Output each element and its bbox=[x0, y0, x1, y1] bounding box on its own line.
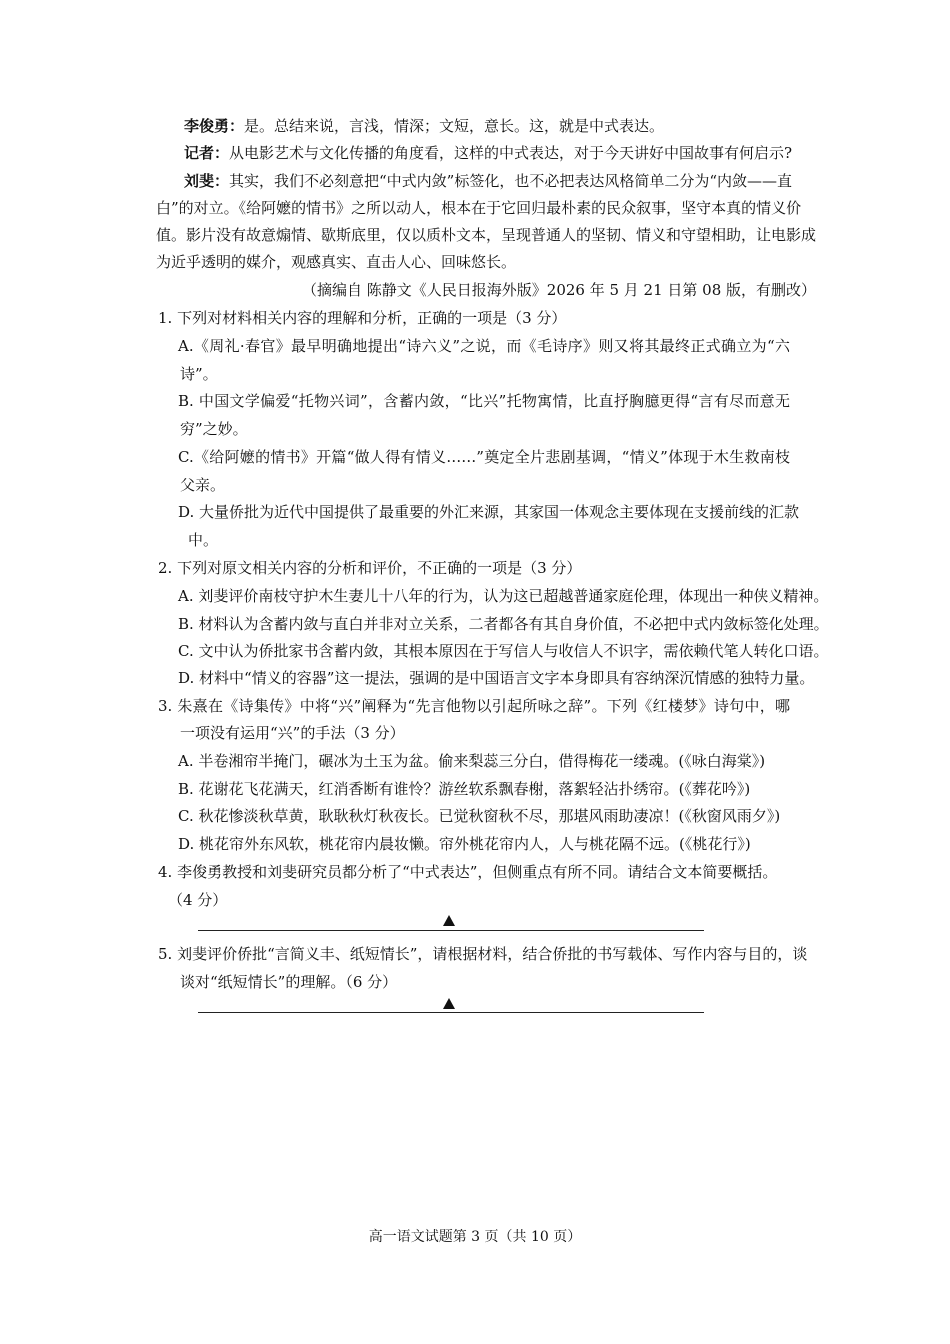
question-1-option-a-cont: 诗”。 bbox=[180, 365, 218, 383]
question-3-option-b: B. 花谢花飞花满天，红消香断有谁怜？游丝软系飘春榭，落絮轻沾扑绣帘。(《葬花吟》) bbox=[178, 780, 751, 798]
question-5-stem-cont: 谈对“纸短情长”的理解。（6 分） bbox=[180, 973, 398, 991]
page-footer: 高一语文试题第 3 页（共 10 页） bbox=[368, 1229, 582, 1245]
question-3-option-d: D. 桃花帘外东风软，桃花帘内晨妆懒。帘外桃花帘内人，人与桃花隔不远。(《桃花行》) bbox=[178, 835, 751, 853]
question-1-option-d-cont: 中。 bbox=[188, 531, 219, 549]
question-1-option-d: D. 大量侨批为近代中国提供了最重要的外汇来源，其家国一体观念主要体现在支援前线的汇款 bbox=[178, 503, 800, 521]
dialogue-text: 其实，我们不必刻意把“中式内敛”标签化，也不必把表达风格简单二分为“内敛——直 bbox=[229, 172, 793, 190]
question-2-option-c: C. 文中认为侨批家书含蓄内敛，其根本原因在于写信人与收信人不识字，需依赖代笔人转化口语。 bbox=[178, 642, 829, 660]
dialogue-paragraph-3 bbox=[184, 171, 793, 191]
dialogue-text: 值。影片没有故意煽情、歇斯底里，仅以质朴文本，呈现普通人的坚韧、情义和守望相助，让电影成 bbox=[156, 226, 817, 244]
question-2-option-b: B. 材料认为含蓄内敛与直白并非对立关系，二者都各有其自身价值，不必把中式内敛标签化处理。 bbox=[178, 615, 829, 633]
speaker-name: 记者： bbox=[184, 144, 230, 162]
question-3-option-a: A. 半卷湘帘半掩门，碾冰为土玉为盆。偷来梨蕊三分白，借得梅花一缕魂。(《咏白海棠》) bbox=[178, 752, 766, 770]
speaker-name: 李俊勇： bbox=[184, 117, 245, 135]
dialogue-text: 是。总结来说，言浅，情深；文短，意长。这，就是中式表达。 bbox=[244, 117, 665, 135]
question-3-stem-cont: 一项没有运用“兴”的手法（3 分） bbox=[180, 724, 405, 742]
answer-triangle-icon bbox=[443, 998, 455, 1009]
question-1-option-a: A.《周礼·春官》最早明确地提出“诗六义”之说，而《毛诗序》则又将其最终正式确立为“六 bbox=[178, 337, 790, 355]
question-1-option-c: C.《给阿嬷的情书》开篇“做人得有情义……”奠定全片悲剧基调，“情义”体现于木生救南枝 bbox=[178, 448, 790, 466]
question-2-option-a: A. 刘斐评价南枝守护木生妻儿十八年的行为，认为这已超越普通家庭伦理，体现出一种侠义精神。 bbox=[178, 587, 829, 605]
dialogue-text: 从电影艺术与文化传播的角度看，这样的中式表达，对于今天讲好中国故事有何启示? bbox=[229, 144, 793, 162]
dialogue-paragraph-2 bbox=[184, 143, 792, 163]
question-3-stem: 3. 朱熹在《诗集传》中将“兴”阐释为“先言他物以引起所咏之辞”。下列《红楼梦》诗句中，哪 bbox=[158, 697, 790, 715]
question-4-stem-cont: （4 分） bbox=[168, 891, 228, 909]
speaker-name: 刘斐： bbox=[184, 172, 230, 190]
dialogue-paragraph-1 bbox=[184, 116, 664, 136]
dialogue-text: 白”的对立。《给阿嬷的情书》之所以动人，根本在于它回归最朴素的民众叙事，坚守本真的情义价 bbox=[156, 199, 802, 217]
question-1-stem: 1. 下列对材料相关内容的理解和分析，正确的一项是（3 分） bbox=[158, 309, 567, 327]
question-1-option-b: B. 中国文学偏爱“托物兴词”，含蓄内敛，“比兴”托物寓情，比直抒胸臆更得“言有尽而意无 bbox=[178, 392, 790, 410]
question-4-stem: 4. 李俊勇教授和刘斐研究员都分析了“中式表达”，但侧重点有所不同。请结合文本简要概括。 bbox=[158, 863, 778, 881]
question-5-answer-line[interactable] bbox=[198, 1012, 704, 1013]
question-3-option-c: C. 秋花惨淡秋草黄，耿耿秋灯秋夜长。已觉秋窗秋不尽，那堪风雨助凄凉！(《秋窗风雨夕》) bbox=[178, 807, 781, 825]
dialogue-text: 为近乎透明的媒介，观感真实、直击人心、回味悠长。 bbox=[156, 253, 517, 271]
question-1-option-b-cont: 穷”之妙。 bbox=[180, 420, 248, 438]
answer-triangle-icon bbox=[443, 915, 455, 926]
question-1-option-c-cont: 父亲。 bbox=[180, 476, 226, 494]
question-4-answer-line[interactable] bbox=[198, 930, 704, 931]
question-2-stem: 2. 下列对原文相关内容的分析和评价，不正确的一项是（3 分） bbox=[158, 559, 582, 577]
question-5-stem: 5. 刘斐评价侨批“言简义丰、纸短情长”，请根据材料，结合侨批的书写载体、写作内容与目的，谈 bbox=[158, 945, 808, 963]
source-citation: （摘编自 陈静文《人民日报海外版》2026 年 5 月 21 日第 08 版，有删改） bbox=[302, 281, 817, 299]
question-2-option-d: D. 材料中“情义的容器”这一提法，强调的是中国语言文字本身即具有容纳深沉情感的独特力量。 bbox=[178, 669, 815, 687]
